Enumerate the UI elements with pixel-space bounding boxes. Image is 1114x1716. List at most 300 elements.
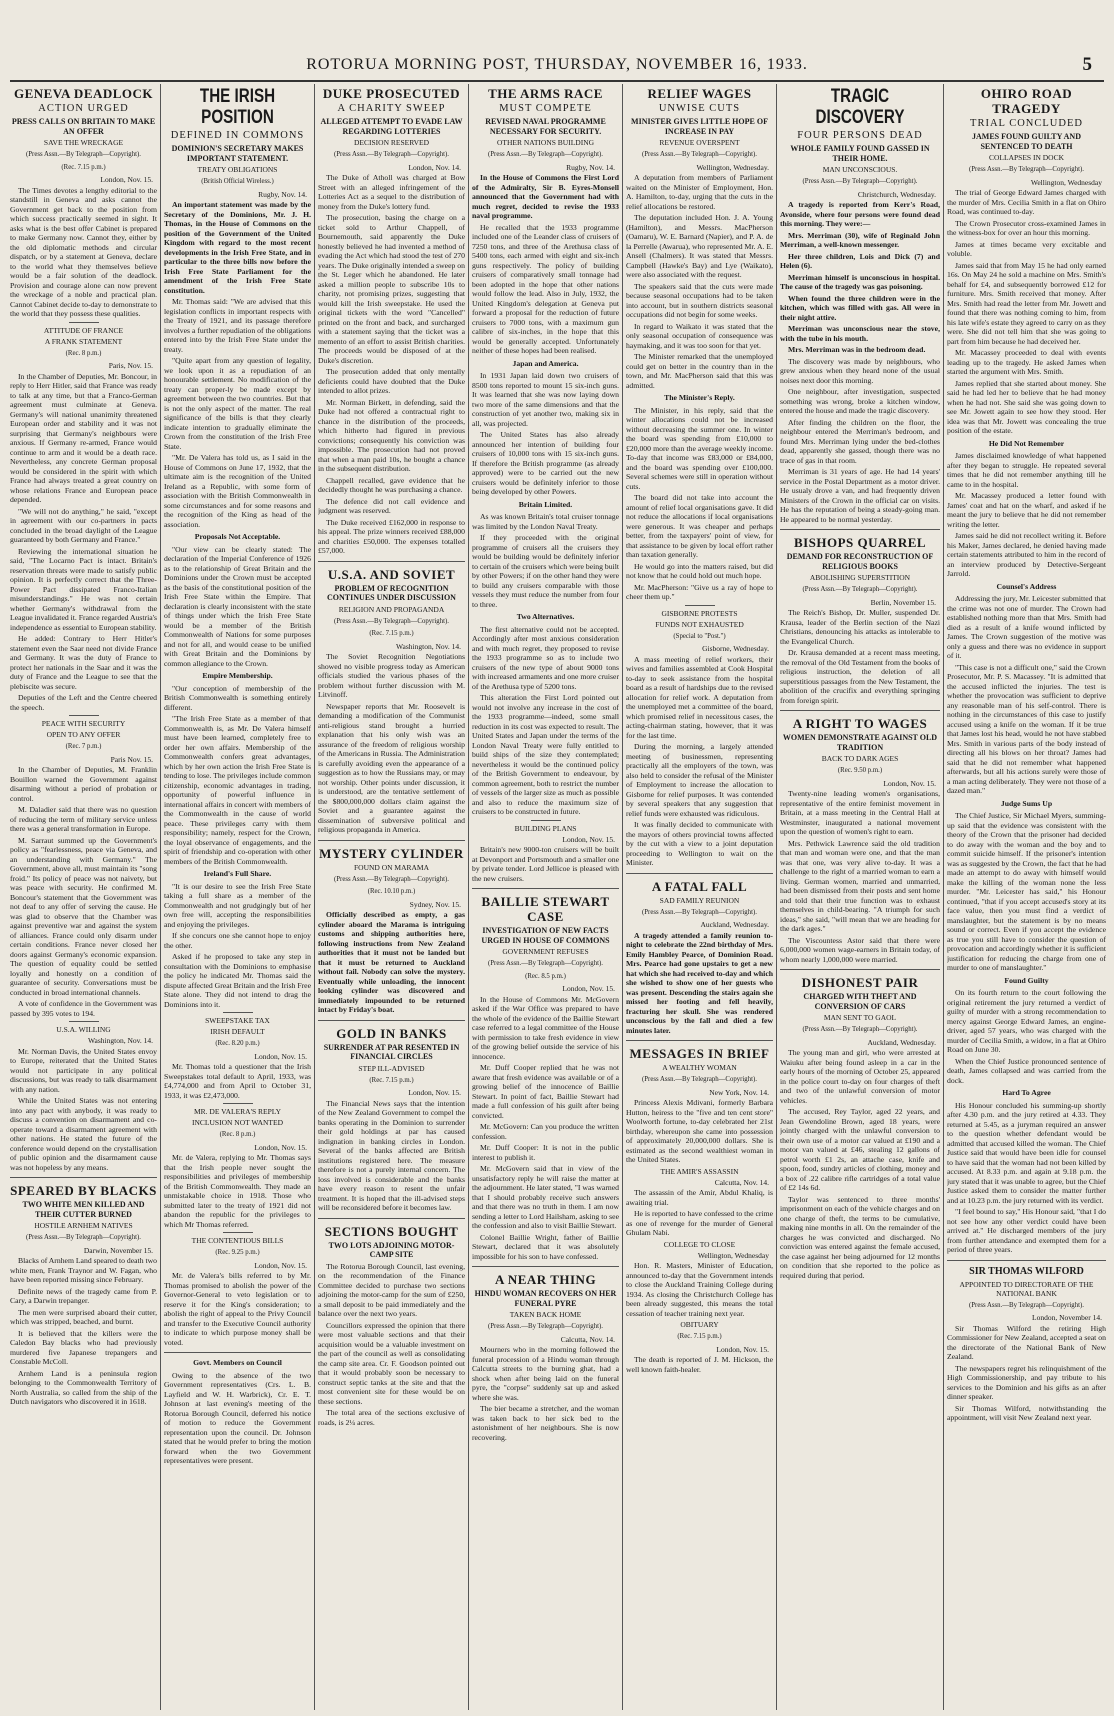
paragraph: Dr. Krausa demanded at a recent mass meeting, the removal of the Old Testament from the books of religious instruction, the deletion of all superstitious passages from the New Testament, the abolition of the crucifix and everything springing from foreign spirit. bbox=[780, 648, 940, 705]
column-3 bbox=[318, 84, 465, 1710]
kicker: UNWISE CUTS bbox=[658, 103, 741, 114]
paragraph: The deputation included Hon. J. A. Young (Hamilton), and Messrs. MacPherson (Oamaru), W. E. Barnard (Napier), and P. A. de la Perrelle (Awarua), who represented Mr. A. E. Ansell (Chalmers). It was stated that Messrs. Campbell (Hawke's Bay) and Lye (Waikato), were also associated with the request. bbox=[626, 213, 773, 279]
article-baillie-stewart-case bbox=[472, 894, 619, 1261]
masthead bbox=[0, 56, 1114, 80]
deck: SAVE THE WRECKAGE bbox=[43, 138, 124, 147]
paragraph: The prosecution added that only mentally deficients could have doubted that the Duke intended to allot prizes. bbox=[318, 367, 465, 395]
paragraph: A tragedy attended a family reunion to-night to celebrate the 22nd birthday of Mrs. Emily Hambley Pearce, of Dominion Road. Mrs. Pearce had gone upstairs to get a new hat which she had received to-day and which she wished to show one of her guests who was present. Descending the stairs again she missed her footing and fell heavily, fracturing her skull. She was rendered unconscious by the fall and died a few minutes later. bbox=[626, 930, 773, 1035]
paragraph: The Financial News says that the intention of the New Zealand Government to compel the banks operating in the Dominion to surrender their gold holdings at par has caused indignation in banking circles in London. Several of the banks affected are British institutions registered here. The measure therefore is not a purely internal concern. The loss involved is considerable and the banks have every reason to resent the unfair treatment. It is hoped that the ill-advised steps will be reconsidered before it becomes law. bbox=[318, 1098, 465, 1212]
subhead: Counsel's Address bbox=[996, 581, 1057, 591]
article-gisborne-protests bbox=[626, 609, 773, 868]
deck: REVENUE OVERSPENT bbox=[659, 138, 740, 147]
paragraph: Merriman is 31 years of age. He had 14 years' service in the Postal Department as a motor driver. He usualy drove a van, and had frequently driven Ministers of the Crown in the official car on visits. He has the reputation of being a steady-going man. He appeared to be normal yesterday. bbox=[780, 467, 940, 524]
dateline: London, November 14. bbox=[1032, 1313, 1102, 1322]
deck: RELIGION AND PROPAGANDA bbox=[338, 604, 445, 614]
deck: DEFINED IN COMMONS bbox=[170, 130, 305, 141]
deck: TWO WHITE MEN KILLED AND THEIR CUTTER BURNED bbox=[22, 1200, 145, 1219]
deck: IRISH DEFAULT bbox=[210, 1027, 265, 1036]
paragraph: The United States has also already announced her intention of building four cruisers of 10,000 tons with 15 six-inch guns. If therefore the British programme (as already approved) were to be carried out the new cruisers would be definitely inferior to those being developed by other Powers. bbox=[472, 430, 619, 496]
paragraph: James replied that she started about money. She said he had led her to believe that he had money when he had not. She said she was going down to see Mr. Jowett again to see how they stood. Her idea was that Mr. Jowett was concealing the true position of the estate. bbox=[947, 378, 1106, 435]
page-number: 5 bbox=[1082, 54, 1092, 75]
deck: ABOLISHING SUPERSTITION bbox=[809, 573, 911, 582]
divider bbox=[318, 1218, 465, 1219]
received-time: (Rec. 9.50 p.m.) bbox=[837, 767, 883, 774]
subhead: COLLEGE TO CLOSE bbox=[663, 1239, 736, 1249]
dateline: Paris, Nov. 15. bbox=[108, 361, 153, 370]
dateline: Gisborne, Wednesday. bbox=[702, 644, 769, 653]
deck: GOVERNMENT REFUSES bbox=[502, 947, 589, 956]
subhead: Judge Sums Up bbox=[1000, 798, 1053, 808]
paragraph: Mr. de Valera's bills referred to by Mr. Thomas promised to abolish the power of the Governor-General to veto legislation or to reserve it for the King's consideration; to abolish the right of appeal to the Privy Council and transfer to the Executive Council authority to indicate to which purpose money shall be voted. bbox=[164, 1271, 311, 1347]
deck: INVESTIGATION OF NEW FACTS URGED IN HOUSE OF COMMONS bbox=[481, 926, 610, 945]
paragraph: Taylor was sentenced to three months' imprisonment on each of the vehicle charges and on one charge of theft, the terms to be cumulative, making nine months in all. On the remainder of the charges he was convicted and discharged. No conviction was entered against the female accused, the case against her being adjourned for 12 months on condition that she reported to the police as required during that period. bbox=[780, 1194, 940, 1280]
paragraph: Mr. MacPherson: "Give us a ray of hope to cheer them up." bbox=[626, 582, 773, 601]
headline: TRAGIC DISCOVERY bbox=[815, 86, 905, 128]
paragraph: The Duke of Atholl was charged at Bow Street with an alleged infringement of the Lotteries Act as a sequel to the distribution of money from the Duke's lottery fund. bbox=[318, 173, 465, 211]
kicker: ACTION URGED bbox=[38, 103, 129, 114]
article-attitude-of-france bbox=[10, 326, 157, 713]
article-contentious-bills bbox=[164, 1236, 311, 1466]
credit-line: (Special to "Post.") bbox=[673, 632, 726, 640]
dateline: Berlin, November 15. bbox=[870, 597, 936, 607]
paragraph: On its fourth return to the court following the original retirement the jury returned a verdict of guilty of murder with a strong recommendation to mercy against George Edward James, an engine-driver, aged 57 years, who was charged with the murder of Cecilia Smith, a widow, in a flat at Ohiro Road on June 30. bbox=[947, 988, 1106, 1054]
paragraph: Hon. R. Masters, Minister of Education, announced to-day that the Government intends to close the Auckland Training College during 1934. As closing the Christchurch College has been already suggested, this means the total cessation of teacher training next year. bbox=[626, 1261, 773, 1318]
deck: FOUND ON MARAMA bbox=[353, 862, 429, 872]
subhead: THE AMIR'S ASSASSIN bbox=[660, 1166, 739, 1176]
divider bbox=[223, 1103, 253, 1104]
article-messages-in-brief bbox=[626, 1046, 773, 1374]
column-7 bbox=[947, 84, 1106, 1710]
divider bbox=[685, 605, 715, 606]
received-time: (Rec. 7.15 p.m.) bbox=[369, 630, 414, 637]
dateline: Washington, Nov. 14. bbox=[396, 641, 461, 651]
deck: CHARGED WITH THEFT AND CONVERSION OF CARS bbox=[803, 992, 917, 1011]
headline: THE IRISH POSITION bbox=[199, 86, 276, 128]
headline: GOLD IN BANKS bbox=[336, 1025, 447, 1041]
column-rule bbox=[468, 84, 469, 1710]
dateline: Wellington, Wednesday bbox=[697, 1250, 769, 1260]
deck: HINDU WOMAN RECOVERS ON HER FUNERAL PYRE bbox=[474, 1289, 617, 1308]
deck: WHOLE FAMILY FOUND GASSED IN THEIR HOME. bbox=[790, 144, 930, 163]
paragraph: In the House of Commons Mr. McGovern asked if the War Office was prepared to have the whole of the evidence of the Baillie Stewart case referred to a legal committee of the House with permission to take fresh evidence in view of the growing belief outside the service of his innocence. bbox=[472, 994, 619, 1061]
credit-line: (Press Assn.—By Telegraph—Copyright). bbox=[488, 960, 603, 967]
credit-line: (Press Assn.—By Telegraph—Copyright). bbox=[334, 875, 449, 883]
deck: TAKEN BACK HOME bbox=[509, 1310, 582, 1319]
credit-line: (Press Assn.—By Telegraph—Copyright). bbox=[642, 908, 757, 916]
paragraph: Mr. McGovern: Can you produce the written confession. bbox=[472, 1122, 619, 1141]
paragraph: This alteration the First Lord pointed out would not involve any increase in the cost of the 1933 programme—indeed, some small reduction in its cost was expected to result. The United States and Japan under the terms of the London Naval Treaty were fully entitled to build ships of the size they contemplated; nevertheless it would be the continued policy of the British Government to endeavour, by common agreement, both to restrict the number of vessels of the larger size as much as possible and also to reduce the maximum size of cruisers to be constructed in future. bbox=[472, 693, 619, 816]
dateline: Calcutta, Nov. 14. bbox=[714, 1177, 769, 1187]
paragraph: The Rotorua Borough Council, last evening, on the recommendation of the Finance Committee decided to purchase two sections adjoining the motor-camp for the sum of £250, a small deposit to be paid immediately and the balance over the next two years. bbox=[318, 1261, 465, 1318]
deck: A FRANK STATEMENT bbox=[44, 336, 123, 346]
headline: GISBORNE PROTESTS bbox=[661, 608, 738, 618]
subhead: TREATY OBLIGATIONS bbox=[197, 165, 278, 174]
paragraph: Merriman was unconscious near the stove, with the tube in his mouth. bbox=[780, 324, 940, 343]
paragraph: The Minister remarked that the unemployed could get on better in the country than in the town, and Mr. MacPherson said that this was admitted. bbox=[626, 352, 773, 390]
kicker: MUST COMPETE bbox=[499, 103, 592, 114]
column-rule bbox=[160, 84, 161, 1710]
dateline: Calcutta, Nov. 14. bbox=[560, 1334, 615, 1344]
paragraph: A vote of confidence in the Government was passed by 395 votes to 194. bbox=[10, 999, 157, 1018]
paragraph: Blacks of Arnhem Land speared to death two white men, Frank Traynor and W. Fagan, who have been reported missing since February. bbox=[10, 1256, 157, 1284]
headline: BISHOPS QUARREL bbox=[793, 535, 927, 550]
article-usa-and-soviet bbox=[318, 567, 465, 835]
column-5 bbox=[626, 84, 773, 1710]
paragraph: In the House of Commons the First Lord of the Admiralty, Sir B. Eyres-Monsell announced that the Government had with much regret, decided to revise the 1933 naval programme. bbox=[472, 173, 619, 220]
paragraph: Twenty-nine leading women's organisations, representative of the entire feminist movement in Britain, at a mass meeting in the Central Hall at Westminster, inaugurated a national movement upon the question of women's right to earn. bbox=[780, 789, 940, 836]
divider bbox=[626, 1040, 773, 1041]
paragraph: When found the three children were in the kitchen, which was filled with gas. All were in their night attire. bbox=[780, 293, 940, 322]
paragraph: An important statement was made by the Secretary of the Dominions, Mr. J. H. Thomas, in the House of Commons on the position of the Government of the United Kingdom with regard to the most recent developments in the Irish Free State, and in particular to the three bills now before the Irish Free State Parliament for the amendment of the Irish Free State constitution. bbox=[164, 200, 311, 295]
dateline: New York, Nov. 14. bbox=[709, 1087, 769, 1097]
article-relief-wages bbox=[626, 86, 773, 602]
paragraph: In the Chamber of Deputies, M. Franklin Bouillon warned the Government against disarming without a period of probation or control. bbox=[10, 765, 157, 803]
paragraph: "Our view can be clearly stated: The declaration of the Imperial Conference of 1926 as to the relationship of Great Britain and the Dominions under the Crown must be accepted as the basis of the constitutional position of the Irish Free State within the Empire. That declaration is clearly inconsistent with the state of things under which the Irish Free State would be a member of the British Commonwealth of Nations for some purposes and not for all, and would cease to be unified with Great Britain and the Dominions by common allegiance to the Crown. bbox=[164, 544, 311, 668]
credit-line: (Press Assn.—By Telegraph—Copyright). bbox=[334, 151, 449, 158]
deck: OTHER NATIONS BUILDING bbox=[496, 138, 595, 147]
column-6 bbox=[780, 84, 940, 1710]
article-dishonest-pair bbox=[780, 975, 940, 1280]
paragraph: His Honour concluded his summing-up shortly after 4.30 p.m. and the jury retired at 4.33. They returned at 5.45, as a juryman required an answer to the question whether defendant would be admitted that accused killed the woman. The Chief Justice said that would have been idle for counsel to have said that the woman had not been killed by accused. At 8.33 p.m. and again at 9.18 p.m. the jury stated that it was unable to agree, but the Chief Justice asked them to consider the matter further and at 10.23 p.m. the jury returned with its verdict. bbox=[947, 1100, 1106, 1205]
deck: SAD FAMILY REUNION bbox=[659, 895, 740, 905]
deck: DOMINION'S SECRETARY MAKES IMPORTANT STATEMENT. bbox=[171, 144, 304, 163]
headline: PEACE WITH SECURITY bbox=[41, 719, 126, 728]
paragraph: Arnhem Land is a peninsula region belonging to the Commonwealth Territory of North Australia, so called from the ship of the Dutch navigators who discovered it in 1618. bbox=[10, 1368, 157, 1406]
paragraph: Britain's new 9000-ton cruisers will be built at Devonport and Portsmouth and a smaller one by private tender. Lord Jellicoe is pleased with the new cruisers. bbox=[472, 845, 619, 883]
paragraph: The assassin of the Amir, Abdul Khaliq, is awaiting trial. bbox=[626, 1188, 773, 1207]
paragraph: The first alternative could not be accepted. Accordingly after most anxious consideration and with much regret, they proposed to revise the 1933 programme so as to include two cruisers of the new type of about 9000 tons with increased armaments and one more cruiser of the Arethusa type of 5200 tons. bbox=[472, 624, 619, 691]
paragraph: The trial of George Edward James charged with the murder of Mrs. Cecilia Smith in a flat on Ohiro Road, was continued to-day. bbox=[947, 188, 1106, 216]
column-rule bbox=[776, 84, 777, 1710]
deck: OPEN TO ANY OFFER bbox=[46, 730, 121, 739]
divider bbox=[10, 1177, 157, 1178]
paragraph: The defence did not call evidence and judgment was reserved. bbox=[318, 496, 465, 515]
kicker: A CHARITY SWEEP bbox=[337, 103, 446, 114]
paragraph: Mr. McGovern said that in view of the unsatisfactory reply he will raise the matter at the adjournment. He later stated, "I was warned that I should probably receive such answers and that there was no truth in them. I am now sending a letter to Lord Hailsham, asking to see the confession and also to visit Baillie Stewart. bbox=[472, 1164, 619, 1230]
paragraph: The Soviet Recognition Negotiations showed no visible progress today as American officials studied the various phases of the problem without further discussion with M. Litvinoff. bbox=[318, 652, 465, 699]
headline: MESSAGES IN BRIEF bbox=[629, 1046, 770, 1061]
paragraph: The prosecution, basing the charge on a ticket sold to Arthur Chappell, of Bournemouth, said apparently the Duke honestly believed he had invented a method of evading the Act which had stood the test of 270 years. The Duke originally intended a sweep on the St. Leger which he abandoned. He later asked a million people to subscribe 10s to charity, not promising prizes, suggesting that would kill the Irish sweepstake. He used the original tickets with the word "Cancelled" printed on the front and back, and surcharged with a statement saying that the ticket was a memento of an effort to assist British charities. The proceeds would be disposed of at the Duke's discretion. bbox=[318, 213, 465, 365]
kicker: TRIAL CONCLUDED bbox=[970, 118, 1083, 129]
subhead: Found Guilty bbox=[1004, 975, 1049, 985]
paragraph: "It is our desire to see the Irish Free State taking a full share as a member of the Commonwealth and not grudgingly but of her own free will, accepting the responsibilities and enjoying the privileges. bbox=[164, 881, 311, 929]
article-sir-thomas-wilford bbox=[947, 1266, 1106, 1423]
article-bishops-quarrel bbox=[780, 535, 940, 705]
paragraph: The total area of the sections exclusive of roads, is 2¼ acres. bbox=[318, 1408, 465, 1427]
dateline: Rugby, Nov. 14. bbox=[566, 162, 615, 172]
headline: THE CONTENTIOUS BILLS bbox=[191, 1236, 284, 1245]
subhead: Two Alternatives. bbox=[516, 612, 575, 621]
headline: ATTITUDE OF FRANCE bbox=[43, 325, 124, 335]
paragraph: One neighbour, after investigation, suspected something was wrong, broke a kitchen window, entered the house and made the tragic discovery. bbox=[780, 387, 940, 415]
article-peace-with-security bbox=[10, 719, 157, 1018]
article-gold-in-banks bbox=[318, 1026, 465, 1213]
dateline: London, Nov. 15. bbox=[408, 1088, 461, 1097]
headline: MR. DE VALERA'S REPLY bbox=[193, 1107, 281, 1116]
deck: MAN SENT TO GAOL bbox=[823, 1013, 897, 1022]
paragraph: He added: Contrary to Herr Hitler's statement even the Saar need not divide France and Germany. It was the duty of France to protect her nationals in the Saar and it was the duty of France and the League to see that the plebiscite was secure. bbox=[10, 634, 157, 691]
subhead: Proposals Not Acceptable. bbox=[194, 532, 281, 541]
paragraph: Mourners who in the morning followed the funeral procession of a Hindu woman through Calcutta streets to the burning ghat, had a shock when after being laid on the funeral pyre, the "corpse" suddenly sat up and asked where she was. bbox=[472, 1345, 619, 1402]
subhead: Empire Membership. bbox=[202, 671, 273, 680]
paragraph: The Chief Justice, Sir Michael Myers, summing-up said that the evidence was consistent with the theory of the Crown that the prisoner had decided to do away with the woman and the boy and to commit suicide himself. If the prisoner's intention was as suggested by the Crown, the fact that he had made an attempt to do away with himself would make the killing of the woman none the less murder. "Mr. Leicester has said," his Honour continued, "that if you accept accused's story at its face value, then you must find a verdict of manslaughter, but the statement is by no means sound or correct. Even if you accept the evidence as true you still have to consider the question of provocation and accordingly whether it is sufficient justification for reducing the charge from one of murder to one of manslaughter." bbox=[947, 811, 1106, 972]
article-geneva-deadlock bbox=[10, 86, 157, 319]
paragraph: Merriman himself is unconscious in hospital. The cause of the tragedy was gas poisoning. bbox=[780, 272, 940, 291]
received-time: (Rec. 8 p.m.) bbox=[219, 1131, 256, 1138]
divider bbox=[69, 322, 99, 323]
paragraph: Her three children, Lois and Dick (7) and Helen (6). bbox=[780, 251, 940, 270]
paragraph: M. Daladier said that there was no question of reducing the term of military service unless there was a general transformation in Europe. bbox=[10, 805, 157, 833]
headline: A NEAR THING bbox=[494, 1272, 597, 1287]
dateline: London, Nov. 15. bbox=[883, 778, 936, 788]
paragraph: "The Irish Free State as a member of that Commonwealth is, as Mr. De Valera himself must have been learned, completely free to order her own affairs. Membership of the Commonwealth confers great advantages, which by her own action the Irish Free State is tending to lose. The privileges include common citizenship, economic advantages in trading, opportunity of powerful influence in international affairs in concert with members of the Commonwealth in the cause of world peace. These privileges carry with them responsibility; namely, respect for the Crown, the loyal observance of engagements, and the spirit of friendship and co-operation with other members of the British Commonwealth. bbox=[164, 714, 311, 866]
deck: DEMAND FOR RECONSTRUCTION OF RELIGIOUS BOOKS bbox=[786, 552, 934, 571]
deck: STEP ILL-ADVISED bbox=[358, 1063, 425, 1073]
article-arms-race bbox=[472, 86, 619, 817]
paragraph: It was finally decided to communicate with the mayors of others provincial towns affected by the cut with a view to a joint deputation proceeding to Wellington to wait on the Minister. bbox=[626, 820, 773, 867]
credit-line: (Press Assn.—By Telegraph—Copyright). bbox=[802, 178, 918, 185]
headline: OHIRO ROAD TRAGEDY bbox=[980, 86, 1073, 116]
deck: INCLUSION NOT WANTED bbox=[192, 1118, 283, 1127]
masthead-rule bbox=[10, 80, 1104, 82]
subhead: A WEALTHY WOMAN bbox=[662, 1063, 737, 1072]
paragraph: Mr. Duff Cooper replied that he was not aware that fresh evidence was available or of a growing belief of the innocence of Baillie Stewart. In point of fact, Baillie Stewart had made a full confession of his guilt after being convicted. bbox=[472, 1063, 619, 1120]
headline: SECTIONS BOUGHT bbox=[324, 1223, 459, 1239]
paragraph: Sir Thomas Wilford, notwithstanding the appointment, will visit New Zealand next year. bbox=[947, 1403, 1106, 1422]
deck: REVISED NAVAL PROGRAMME NECESSARY FOR SECURITY. bbox=[485, 117, 606, 136]
deck: FUNDS NOT EXHAUSTED bbox=[655, 619, 744, 629]
article-tragic-discovery bbox=[780, 86, 940, 524]
paragraph: The bier became a stretcher, and the woman was taken back to her sick bed to the astonishment of her neighbours. She is now recovering. bbox=[472, 1404, 619, 1442]
article-de-valera-reply bbox=[164, 1107, 311, 1229]
credit-line: (Press Assn.—By Telegraph—Copyright). bbox=[969, 166, 1084, 173]
paragraph: Reviewing the international situation he said, "The Locarno Pact is intact. Britain's reservation threats were made to satisfy public opinion. It is perfectly correct that the Three-Power Pact dissipated Franco-Italian misunderstandings." He was not certain whether Germany's withdrawal from the League invalidated it. France regarded Austria's independence as essential to European stability. bbox=[10, 546, 157, 632]
column-rule bbox=[622, 84, 623, 1710]
paragraph: The young man and girl, who were arrested at Waiuku after being found asleep in a car in the early hours of the morning of October 25, appeared in the police court to-day on four charges of theft and two of the unlawful conversion of motor vehicles. bbox=[780, 1048, 940, 1105]
divider bbox=[472, 888, 619, 889]
subhead: OBITUARY bbox=[680, 1320, 719, 1329]
paragraph: He would go into the matters raised, but did not know that he could hold out much hope. bbox=[626, 561, 773, 580]
article-building-plans bbox=[472, 824, 619, 884]
paragraph: Mr. Norman Birkett, in defending, said the Duke had not offered a contractual right to chance in the distribution of the proceeds, which hitherto had figured in previous convictions; consequently his conviction was impossible. The prosecution had not proved that when a man paid 10s, he bought a chance in the subsequent distribution. bbox=[318, 397, 465, 473]
paragraph: The newspapers regret his relinquishment of the High Commissionership, and pay tribute to his services to the Dominion and his gifts as an after dinner speaker. bbox=[947, 1363, 1106, 1401]
paragraph: The Minister, in his reply, said that the winter allocations could not be increased without decreasing the summer one. In winter the board was spending from £10,000 to £20,000 more than the average weekly income. To-day that income was £83,000 or £84,000, and the board was spending over £100,000. Several schemes were still in operation without cuts. bbox=[626, 405, 773, 491]
deck: PROBLEM OF RECOGNITION CONTINUES UNDER DISCUSSION bbox=[327, 583, 456, 602]
paragraph: Mr. Thomas said: "We are advised that this legislation conflicts in important respects with the Treaty of 1921, and its passage therefore involves a further repudiation of the obligations entered into by the Irish Free State under the treaty. bbox=[164, 297, 311, 354]
paragraph: Mr. Norman Davis, the United States envoy to Europe, reiterated that the United States would not participate in any political discussions, but was ready to talk disarmament with any nation. bbox=[10, 1046, 157, 1094]
divider bbox=[318, 1020, 465, 1021]
received-time: (Rec. 7 p.m.) bbox=[65, 743, 102, 750]
headline: U.S.A. WILLING bbox=[56, 1025, 111, 1034]
article-a-fatal-fall bbox=[626, 879, 773, 1036]
received-time: (Rec. 9.25 p.m.) bbox=[215, 1249, 260, 1256]
credit-line: (Press Assn.—By Telegraph—Copyright). bbox=[488, 151, 603, 158]
dateline: Sydney, Nov. 15. bbox=[409, 899, 461, 909]
article-right-to-wages bbox=[780, 716, 940, 964]
deck: COLLAPSES IN DOCK bbox=[988, 153, 1064, 162]
paragraph: James said he did not recollect writing it. Before his Maker, James declared, he denied having made certain statements attributed to him in the record of an interview produced by Detective-Sergeant Jarrold. bbox=[947, 531, 1106, 578]
divider bbox=[223, 1232, 253, 1233]
dateline: London, Nov. 14. bbox=[408, 162, 461, 172]
column-rule bbox=[943, 84, 944, 1710]
paragraph: Addressing the jury, Mr. Leicester submitted that the crime was not one of murder. The Crown had established nothing more than that Mrs. Smith had died as a result of a knife wound inflicted by James. The Crown suggestion of the motive was only a guess and there was no evidence in support of it. bbox=[947, 594, 1106, 660]
deck: MINISTER GIVES LITTLE HOPE OF INCREASE IN PAY bbox=[631, 117, 768, 136]
deck: TWO LOTS ADJOINING MOTOR-CAMP SITE bbox=[328, 1240, 455, 1259]
paragraph: The Crown Prosecutor cross-examined James in the witness-box for over an hour this morning. bbox=[947, 218, 1106, 237]
dateline: Auckland, Wednesday. bbox=[867, 1037, 936, 1047]
paragraph: "This case is not a difficult one," said the Crown Prosecutor, Mr. P. S. Macassey. "It is admitted that the accused inflicted the injuries. The test is whether the provocation was sufficient to deprive any reasonable man of his self-control. There is nothing in the circumstances of this case to justify accused using a knife on the woman. If it be true that James lost his head, would he not have stabbed Mrs. Smith in various parts of the body instead of directing all his blows on her throat? James had said that he did not remember what happened afterwards, but all his actions surely were those of a man acting deliberately. They were not those of a dazed man." bbox=[947, 662, 1106, 795]
subhead: Hard To Agree bbox=[1002, 1088, 1051, 1097]
subhead: Ireland's Full Share. bbox=[203, 869, 272, 878]
divider bbox=[164, 1352, 311, 1353]
article-irish-position bbox=[164, 86, 311, 1009]
deck: PRESS CALLS ON BRITAIN TO MAKE AN OFFER bbox=[11, 117, 156, 136]
subhead: He Did Not Remember bbox=[988, 438, 1065, 448]
deck: DECISION RESERVED bbox=[353, 138, 430, 147]
credit-line: (Press Assn.—By Telegraph—Copyright). bbox=[334, 617, 449, 625]
column-2 bbox=[164, 84, 311, 1710]
deck: APPOINTED TO DIRECTORATE OF THE NATIONAL BANK bbox=[959, 1279, 1094, 1298]
article-mystery-cylinder bbox=[318, 846, 465, 1015]
dateline: London, Nov. 15. bbox=[100, 175, 153, 184]
paragraph: Officially described as empty, a gas cylinder aboard the Marama is intriguing customs and shipping authorities here, following instructions from New Zealand authorities that it must not be landed but that it must be returned to Auckland without fail. Nobody can solve the mystery. Eventually while unloading, the innocent looking cylinder was discovered and immediately impounded to be returned intact by Friday's boat. bbox=[318, 910, 465, 1014]
headline: DUKE PROSECUTED bbox=[322, 86, 461, 101]
paragraph: Colonel Baillie Wright, father of Baillie Stewart, declared that it was absolutely impossible for his son to have confessed. bbox=[472, 1232, 619, 1261]
credit-line: (Press Assn.—By Telegraph—Copyright). bbox=[642, 151, 757, 158]
divider bbox=[531, 820, 561, 821]
paragraph: "Mr. De Valera has told us, as I said in the House of Commons on June 17, 1932, that the ultimate aim is the recognition of the United Ireland as a Republic, with some form of association with the British Commonwealth in some circumstances and for some reasons and the recognition of the King as head of the association. bbox=[164, 453, 311, 529]
dateline: Darwin, November 15. bbox=[83, 1245, 153, 1255]
column-1 bbox=[10, 84, 157, 1710]
paragraph: The Times devotes a lengthy editorial to the standstill in Geneva and asks cannot the Government get back to the position from which success practically seemed in sight. It asks what is the best offer Cabinet is prepared to make Germany now. Cannot they, either by the old diplomatic methods and circular dispatch, or by a statement at Geneva, declare to the world what they themselves believe would be a fair solution of the deadlock. Provision and courage alone can now prevent the wreckage of a noble and practical plan. Cannot Cabinet decide to-day to demonstrate to the world that they possess these qualities. bbox=[10, 185, 157, 318]
paragraph: Mr. Thomas told a questioner that the Irish Sweepstakes total default to April, 1933, was £4,774,000 and from April to October 31, 1933, it was £2,473,000. bbox=[164, 1062, 311, 1100]
paragraph: Owing to the absence of the two Government representatives (Crs. L. B. Layfield and W. H. Warbrick), Cr. E. T. Johnson at last evening's meeting of the Rotorua Borough Council, deferred his notice of motion to reduce the Government representation upon the council. Dr. Johnson stated that he would prefer to bring the motion forward when the two Government representatives were present. bbox=[164, 1370, 311, 1465]
divider bbox=[947, 1260, 1106, 1261]
dateline: Auckland, Wednesday. bbox=[700, 920, 769, 929]
paragraph: Mr. Macassey produced a letter found with James' coat and hat on the wharf, and asked if he meant the jury to believe that he did not remember writing the letter. bbox=[947, 491, 1106, 529]
paragraph: The speakers said that the cuts were made because seasonal occupations had to be taken into account, but in southern districts seasonal occupations did not begin for some weeks. bbox=[626, 281, 773, 319]
dateline: London, Nov. 15. bbox=[562, 984, 615, 993]
subhead: The Minister's Reply. bbox=[664, 393, 735, 402]
paragraph: Chappell recalled, gave evidence that he decidedly thought he was purchasing a chance. bbox=[318, 475, 465, 494]
paragraph: After finding the children on the floor, the neighbour entered the Merriman's bedroom, and found Mrs. Merriman lying under the bed-clothes dead, apparently she gassed, though there was no trace of gas in that room. bbox=[780, 417, 940, 465]
headline: A RIGHT TO WAGES bbox=[792, 716, 928, 731]
paragraph: M. Sarraut summed up the Government's policy as "fearlessness, peace via Geneva, and an understanding with Germany." The Government, above all, must maintain its "song froid." Its policy of peace was not naivety, but was peace with security. He confirmed M. Boncour's statement that the Government was not deaf to any offer of serving the cause. He was glad to observe that the Chamber was against preventive war and against the system of alliances. France could only disarm under certain conditions. France never closed her doors against Germany's economic expansion. The question of equality could be settled loyally and honestly on a condition of guarantee of security. Conversations must be conducted in broad international channels. bbox=[10, 835, 157, 997]
paragraph: The death is reported of J. M. Hickson, the well known faith-healer. bbox=[626, 1355, 773, 1374]
paragraph: A tragedy is reported from Kerr's Road, Avonside, where four persons were found dead this morning. They were:— bbox=[780, 200, 940, 228]
headline: A FATAL FALL bbox=[651, 878, 748, 894]
subhead: Britain Limited. bbox=[518, 499, 573, 509]
headline: DISHONEST PAIR bbox=[801, 975, 919, 990]
paragraph: "Quite apart from any question of legality, we look upon it as a repudiation of an honourable settlement. No modification of the treaty can proper-ly be made except by agreement between the two countries. But that is not the only aspect of the matter. The real significance of the bills is that they clearly indicate intention to gradually eliminate the Crown from the constitution of the Irish Free State. bbox=[164, 356, 311, 451]
dateline: London, Nov. 15. bbox=[254, 1142, 307, 1152]
paragraph: He is reported to have confessed to the crime as one of revenge for the murder of General Ghulam Nabi. bbox=[626, 1209, 773, 1237]
paragraph: The Viscountess Astor said that there were 6,000,000 women wage-earners in Britain today, of whom nearly 1,000,000 were married. bbox=[780, 935, 940, 964]
headline: SWEEPSTAKE TAX bbox=[205, 1016, 270, 1025]
received-time: (Rec. 8 p.m.) bbox=[65, 349, 102, 357]
article-duke-prosecuted bbox=[318, 86, 465, 556]
received-time: (Rec. 7.15 p.m.) bbox=[61, 163, 106, 171]
paragraph: If she concurs one she cannot hope to enjoy the other. bbox=[164, 931, 311, 950]
received-time: (Rec. 8.20 p.m.) bbox=[215, 1040, 260, 1047]
dateline: London, Nov. 15. bbox=[254, 1051, 307, 1061]
deck: ALLEGED ATTEMPT TO EVADE LAW REGARDING LOTTERIES bbox=[320, 117, 463, 136]
subhead: Japan and America. bbox=[512, 358, 579, 368]
dateline: Wellington, Wednesday bbox=[1030, 177, 1102, 187]
credit-line: (Press Assn.—By Telegraph—Copyright). bbox=[642, 1076, 757, 1083]
divider bbox=[69, 715, 99, 716]
paragraph: Mr. Duff Cooper: It is not in the public interest to publish it. bbox=[472, 1143, 619, 1162]
paragraph: James said that from May 15 he had only earned 16s. On May 24 he sold a machine on Mrs. Smith's behalf for £4, and subsequently borrowed £12 for furniture. Mrs. Smith received that money. After Mrs. Smith had read the letter from Mr. Jowett and found that there was nothing coming to him, from his late wife's estate they agreed to carry on as they were. She did not tell him that she was going to part from him because he had deceived her. bbox=[947, 260, 1106, 346]
paragraph: During the morning, a largely attended meeting of businessmen, representing practically all the employers of the town, was also held to consider the refusal of the Minister of Employment to increase the allocation to Gisborne for relief purposes. It was contended by several speakers that any suggestion that relief funds were exhausted was ridiculous. bbox=[626, 742, 773, 818]
headline: MYSTERY CYLINDER bbox=[319, 845, 464, 861]
paragraph: Mr. de Valera, replying to Mr. Thomas says that the Irish people never sought the responsibilities and privileges of membership of the British Commonwealth. They made an unmistakable choice in 1918. Those who submitted later to the treaty of 1921 did not abandon the republic for the privileges to which Mr Thomas referred. bbox=[164, 1153, 311, 1229]
paragraph: The board did not take into account the amount of relief local organisations gave. It did not reduce the allocations if local organisations were generous. It was cheaper and perhaps better, from the taxpayers' point of view, for that assistance to be given by local effort rather than taxation generally. bbox=[626, 493, 773, 559]
divider bbox=[69, 1021, 99, 1022]
paragraph: In 1931 Japan laid down two cruisers of 8500 tons reported to mount 15 six-inch guns. It was learned that she was now laying down two more of the same dimensions and that the construction of yet another two, making six in all, was projected. bbox=[472, 371, 619, 428]
paragraph: Mrs. Pethwick Lawrence said the old tradition that man and woman were one, and that the man was that one, was very alive to-day. It was a challenge to the right of a married woman to earn a living. German women, married and unmarried, had been dismissed from their posts and sent home and told that their true function was to exhaust themselves in child-bearing. "A triumph for such ideas," she said, "will mean that we are heading for the dark ages." bbox=[780, 838, 940, 933]
column-4 bbox=[472, 84, 619, 1710]
subhead: MAN UNCONSCIOUS. bbox=[822, 165, 898, 174]
column-rule bbox=[314, 84, 315, 1710]
dateline: London, Nov. 15. bbox=[716, 1344, 769, 1354]
dateline: Rugby, Nov. 14. bbox=[258, 189, 307, 199]
paragraph: In the Chamber of Deputies, Mr. Boncour, in reply to Herr Hitler, said that France was ready to talk at any time, but that a Franco-German agreement must culminate at Geneva. Germany's will national unanimity threatened European order and stability and it was not surprising that Germany's neighbours were anxious. If Germany re-armed, France would continue to arm and it would be a death race. Nevertheless, any concrete German proposal would be considered in the spirit with which France had always treated a great country on whose relations France and European peace depended. bbox=[10, 371, 157, 504]
dateline: Paris Nov. 15. bbox=[110, 754, 153, 764]
divider bbox=[223, 1012, 253, 1013]
credit-line: (Press Assn.—By Telegraph—Copyright). bbox=[802, 1026, 918, 1033]
paragraph: Mr. Macassey proceeded to deal with events leading up to the tragedy. He asked James when started the argument with Mrs. Smith. bbox=[947, 348, 1106, 376]
divider bbox=[780, 529, 940, 530]
divider bbox=[318, 561, 465, 562]
headline: RELIEF WAGES bbox=[647, 86, 752, 101]
paragraph: Princess Alexis Mdivani, formerly Barbara Hutton, heiress to the "five and ten cent store" Woolworth fortune, to-day celebrated her 21st birthday, whereupon she came into possession of approximately 20,000,000 dollars. She is estimated as the second wealthiest woman in the United States. bbox=[626, 1098, 773, 1164]
article-speared-by-blacks bbox=[10, 1183, 157, 1407]
received-time: (Rec. 7.15 p.m.) bbox=[677, 1333, 722, 1340]
divider bbox=[472, 1266, 619, 1267]
article-ohiro-road-tragedy bbox=[947, 86, 1106, 1255]
headline: SIR THOMAS WILFORD bbox=[969, 1265, 1084, 1277]
credit-line: (British Official Wireless.) bbox=[201, 178, 274, 185]
paragraph: The accused, Rey Taylor, aged 22 years, and Jean Gwendoline Brown, aged 18 years, were jointly charged with the unlawful conversion to their own use of a motor car valued at £190 and a motor van valued at £46, stealing 12 gallons of petrol worth £1 2s, an attache case, knife and spoon, food, sundry articles of clothing, money and a box of .22 calibre rifle cartridges of a total value of £2 14s 6d. bbox=[780, 1107, 940, 1192]
paragraph: When the Chief Justice pronounced sentence of death, James collapsed and was carried from the dock. bbox=[947, 1056, 1106, 1085]
received-time: (Rec. 8.5 p.m.) bbox=[525, 972, 566, 980]
paragraph: If they proceeded with the original programme of cruisers all the cruisers they would be building would be definitely inferior to certain of the cruisers which were being built by other Powers; if on the other hand they were to build any cruisers comparable with those vessels they must reduce the number from four to three. bbox=[472, 533, 619, 609]
paragraph: Mrs. Merriman was in the bedroom dead. bbox=[788, 345, 926, 354]
headline: SPEARED BY BLACKS bbox=[10, 1183, 157, 1198]
deck: FOUR PERSONS DEAD bbox=[797, 130, 923, 141]
paragraph: Councillors expressed the opinion that there were most valuable sections and that their acquisition would be a valuable investment on the part of the council as well as consolidating the camp site area. Cr. F. Goodson pointed out that it would probably soon be necessary to construct septic tanks at the site and that the most convenient site for these would be on these sections. bbox=[318, 1320, 465, 1406]
paragraph: Newspaper reports that Mr. Roosevelt is demanding a modification of the Communist anti-religious stand brought a hurried explanation that his only wish was an assurance of the freedom of religious worship of the Americans in Russia. The Administration is carefully avoiding even the appearance of a suggestion as to how the Russians may, or may not worship. Other points under discussion, it is understood, are the tentative settlement of the $800,000,000 dollars claim against the Soviet and a guarantee against the dissemination of subversive political and religious propaganda in America. bbox=[318, 701, 465, 834]
headline: THE ARMS RACE bbox=[488, 86, 603, 101]
paragraph: The Reich's Bishop, Dr. Muller, suspended Dr. Krausa, leader of the Berlin section of the Nazi Christians, denouncing his attacks as intolerable to the Evangelical Church. bbox=[780, 608, 940, 646]
dateline: London, Nov. 15. bbox=[254, 1260, 307, 1270]
dateline: Christchurch, Wednesday. bbox=[857, 189, 936, 199]
credit-line: (Press Assn.—By Telegraph—Copyright). bbox=[802, 586, 918, 593]
paragraph: Mrs. Merriman (30), wife of Reginald John Merriman, a well-known messenger. bbox=[780, 230, 940, 249]
credit-line: (Press Assn.—By Telegraph—Copyright). bbox=[488, 1323, 603, 1330]
divider bbox=[318, 840, 465, 841]
deck: HOSTILE ARNHEM NATIVES bbox=[34, 1221, 133, 1230]
paragraph: The men were surprised aboard their cutter, which was stripped, beached, and burnt. bbox=[10, 1307, 157, 1326]
paragraph: James at times became very excitable and voluble. bbox=[947, 239, 1106, 258]
paragraph: Sir Thomas Wilford the retiring High Commissioner for New Zealand, accepted a seat on the directorate of the National Bank of New Zealand. bbox=[947, 1323, 1106, 1361]
divider bbox=[626, 873, 773, 874]
deck: SURRENDER AT PAR RESENTED IN FINANCIAL CIRCLES bbox=[323, 1042, 460, 1061]
deck: WOMEN DEMONSTRATE AGAINST OLD TRADITION bbox=[782, 733, 938, 752]
paragraph: "Our conception of membership of the British Commonwealth is something entirely different. bbox=[164, 683, 311, 712]
masthead-title: ROTORUA MORNING POST, THURSDAY, NOVEMBER 16, 1933. bbox=[306, 56, 808, 73]
